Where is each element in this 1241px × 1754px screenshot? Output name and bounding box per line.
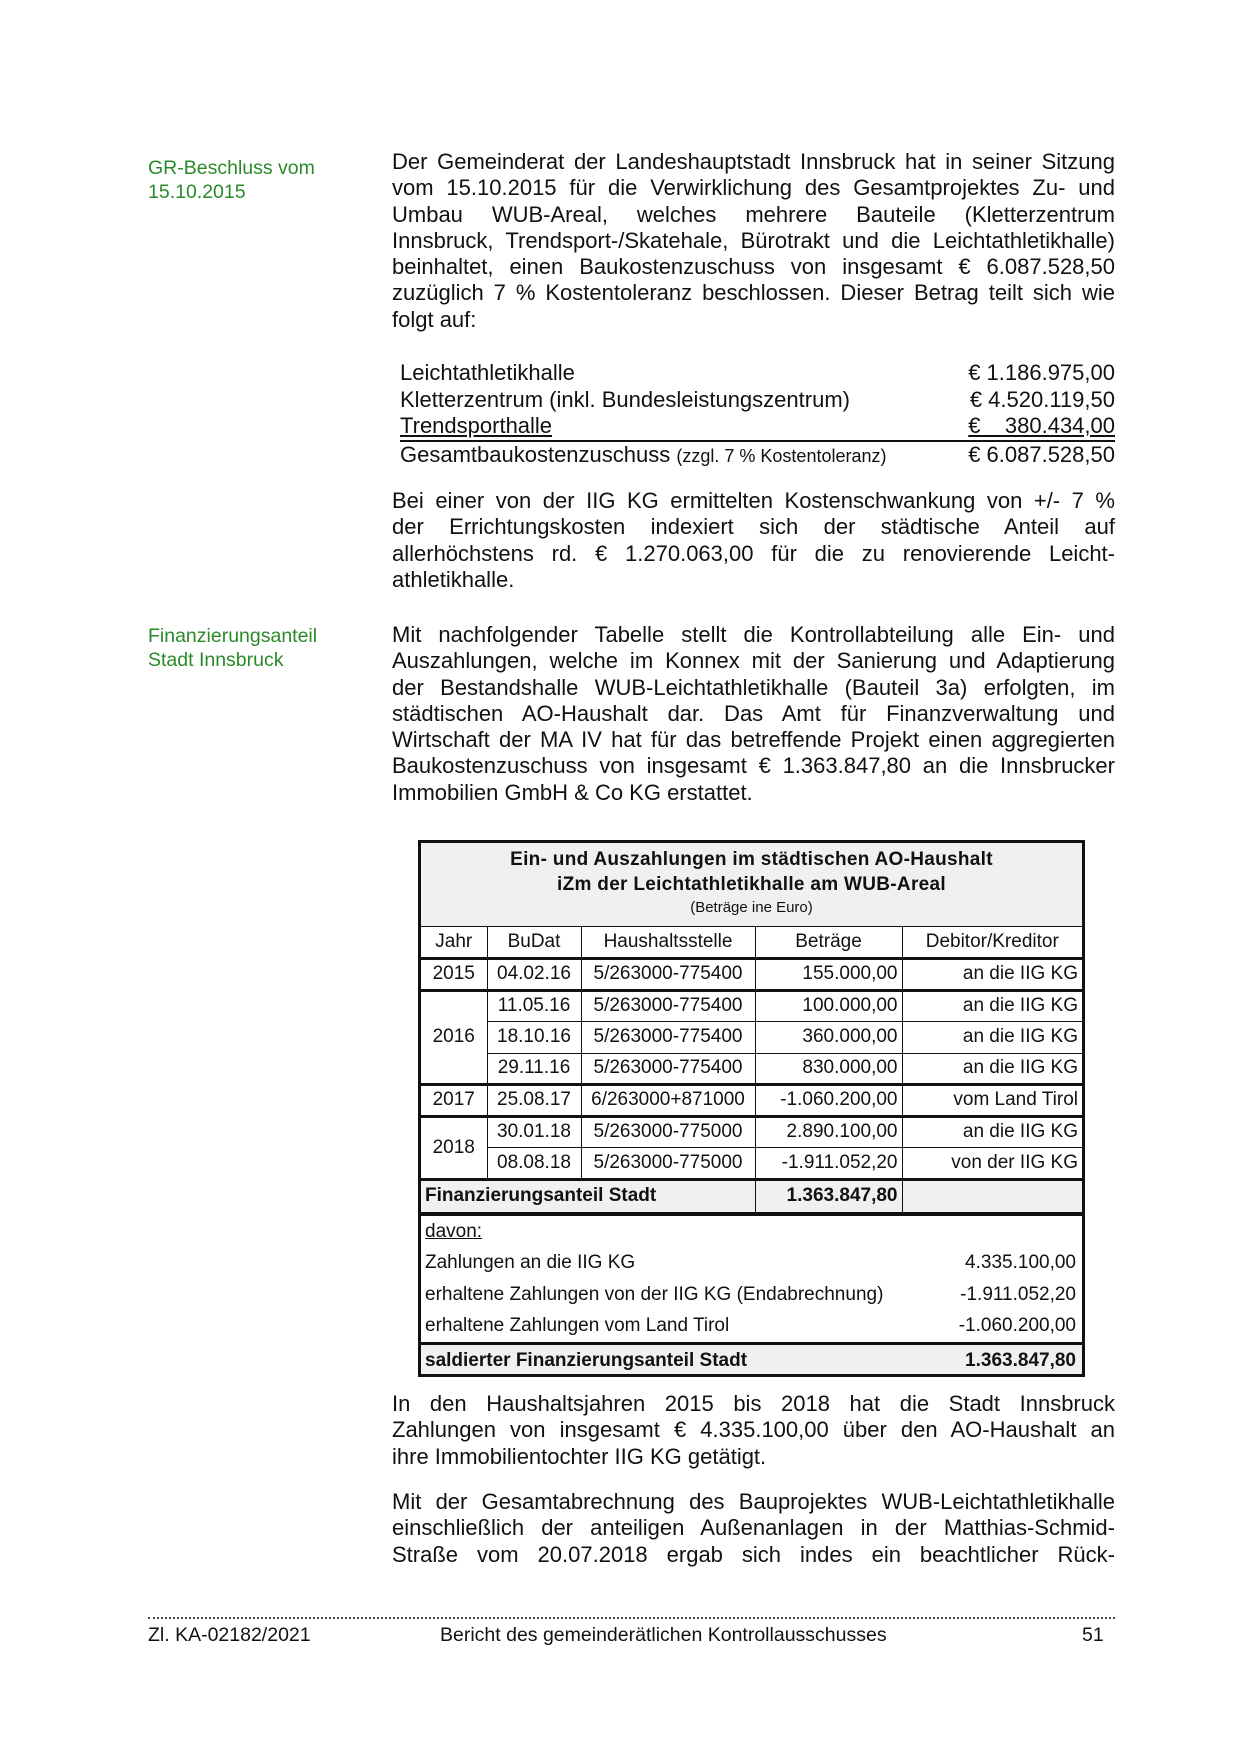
- text-line: der Bestandshalle WUB-Leichtathletikhalle (Bauteil 3a) erfolgten, im: [392, 674, 1115, 700]
- cell-debitor: von der IIG KG: [902, 1148, 1082, 1180]
- margin-note-finanzierungsanteil: [148, 624, 317, 672]
- cell-haushaltsstelle: 5/263000-775400: [581, 959, 755, 991]
- paragraph-gesamtabrechnung: [392, 1489, 1115, 1568]
- total-row: [421, 1342, 1082, 1374]
- text-line: Umbau WUB-Areal, welches mehrere Bauteile (Kletterzentrum: [392, 201, 1115, 227]
- table-title: Ein- und Auszahlungen im städtischen AO-Haushalt: [510, 849, 993, 870]
- breakdown-label: erhaltene Zahlungen von der IIG KG (Endabrechnung): [425, 1283, 884, 1305]
- total-value: 1.363.847,80: [965, 1349, 1076, 1371]
- table-header-row: [421, 927, 1082, 959]
- text-line: ihre Immobilientochter IIG KG getätigt.: [392, 1443, 767, 1469]
- davon-row: [421, 1216, 1082, 1248]
- text-line: der Errichtungskosten indexiert sich der städtische Anteil auf: [392, 514, 1115, 540]
- cell-betrag: 2.890.100,00: [755, 1116, 902, 1148]
- cell-haushaltsstelle: 5/263000-775400: [581, 1053, 755, 1085]
- column-header-betraege: Beträge: [755, 927, 902, 959]
- cost-amount: € 380.434,00: [968, 413, 1115, 438]
- text-line: beinhaltet, einen Baukostenzuschuss von insgesamt € 6.087.528,50: [392, 254, 1115, 280]
- cost-label: Gesamtbaukostenzuschuss: [400, 441, 671, 467]
- text-line: allerhöchstens rd. € 1.270.063,00 für die zu renovierende Leicht-: [392, 540, 1115, 566]
- text-line: einschließlich der anteiligen Außenanlagen in der Matthias-Schmid-: [392, 1515, 1115, 1541]
- text-line: Baukostenzuschuss von insgesamt € 1.363.847,80 an die Innsbrucker: [392, 753, 1115, 779]
- payments-grid: [421, 927, 1082, 1213]
- cell-budat: 18.10.16: [487, 1022, 581, 1054]
- paragraph-kostenschwankung: [392, 488, 1115, 593]
- cost-breakdown-list: [400, 360, 1115, 466]
- column-header-jahr: Jahr: [421, 927, 487, 959]
- text-line: Bei einer von der IIG KG ermittelten Kostenschwankung von +/- 7 %: [392, 488, 1115, 513]
- column-header-budat: BuDat: [487, 927, 581, 959]
- cost-label-note: (zzgl. 7 % Kostentoleranz): [676, 445, 887, 466]
- text-line: Auszahlungen, welche im Konnex mit der Sanierung und Adaptierung: [392, 648, 1115, 674]
- cell-budat: 29.11.16: [487, 1053, 581, 1085]
- cell-betrag: 360.000,00: [755, 1022, 902, 1054]
- table-row: [421, 1148, 1082, 1180]
- text-line: athletikhalle.: [392, 566, 515, 592]
- cost-row: [400, 360, 1115, 387]
- column-header-haushaltsstelle: Haushaltsstelle: [581, 927, 755, 959]
- davon-label: davon:: [425, 1220, 483, 1242]
- page-number: 51: [1082, 1624, 1104, 1646]
- table-row: [421, 1053, 1082, 1085]
- paragraph-haushaltsjahre: [392, 1391, 1115, 1470]
- cell-budat: 30.01.18: [487, 1116, 581, 1148]
- payments-table: [418, 840, 1085, 1377]
- cell-betrag: 830.000,00: [755, 1053, 902, 1085]
- cell-jahr: 2018: [421, 1116, 487, 1179]
- table-title-block: [421, 843, 1082, 927]
- text-line: Mit nachfolgender Tabelle stellt die Kontrollabteilung alle Ein- und: [392, 622, 1115, 647]
- cell-jahr: 2016: [421, 990, 487, 1085]
- text-line: Immobilien GmbH & Co KG erstattet.: [392, 779, 753, 805]
- total-label: saldierter Finanzierungsanteil Stadt: [425, 1349, 748, 1371]
- table-title-line2: iZm der Leichtathletikhalle am WUB-Areal: [557, 874, 946, 895]
- cell-debitor: an die IIG KG: [902, 1022, 1082, 1054]
- margin-note-line: GR-Beschluss vom: [148, 157, 315, 179]
- cell-haushaltsstelle: 5/263000-775400: [581, 1022, 755, 1054]
- cost-amount: € 4.520.119,50: [969, 386, 1115, 412]
- breakdown-section: [421, 1213, 1082, 1374]
- footer-reference: Zl. KA-02182/2021: [148, 1624, 311, 1646]
- cell-debitor: an die IIG KG: [902, 959, 1082, 991]
- text-line: Innsbruck, Trendsport-/Skatehale, Bürotrakt und die Leichtathletikhalle): [392, 227, 1115, 253]
- text-line: vom 15.10.2015 für die Verwirklichung des Gesamtprojektes Zu- und: [392, 175, 1115, 201]
- cell-budat: 08.08.18: [487, 1148, 581, 1180]
- column-header-debitor: Debitor/Kreditor: [902, 927, 1082, 959]
- footer-title: Bericht des gemeinderätlichen Kontrollausschusses: [440, 1624, 887, 1646]
- cost-amount: € 1.186.975,00: [968, 360, 1115, 385]
- table-row: [421, 959, 1082, 991]
- breakdown-label: erhaltene Zahlungen vom Land Tirol: [425, 1315, 730, 1336]
- sum-value: 1.363.847,80: [755, 1179, 902, 1212]
- cost-label: Kletterzentrum (inkl. Bundesleistungszentrum): [400, 386, 850, 412]
- cell-budat: 04.02.16: [487, 959, 581, 991]
- cell-jahr: 2015: [421, 959, 487, 991]
- paragraph-gr-beschluss: [392, 149, 1115, 333]
- sum-empty-cell: [902, 1179, 1082, 1212]
- text-line: Mit der Gesamtabrechnung des Bauprojektes WUB-Leichtathletikhalle: [392, 1489, 1115, 1514]
- breakdown-row: [421, 1310, 1082, 1342]
- table-row: [421, 1022, 1082, 1054]
- cell-budat: 11.05.16: [487, 990, 581, 1022]
- text-line: Straße vom 20.07.2018 ergab sich indes ein beachtlicher Rück-: [392, 1541, 1115, 1567]
- cell-debitor: an die IIG KG: [902, 1116, 1082, 1148]
- text-line: Zahlungen von insgesamt € 4.335.100,00 über den AO-Haushalt an: [392, 1417, 1115, 1443]
- cell-betrag: 155.000,00: [755, 959, 902, 991]
- text-line: In den Haushaltsjahren 2015 bis 2018 hat die Stadt Innsbruck: [392, 1391, 1115, 1416]
- cell-haushaltsstelle: 5/263000-775000: [581, 1116, 755, 1148]
- sum-row: [421, 1179, 1082, 1212]
- cell-betrag: -1.060.200,00: [755, 1085, 902, 1117]
- cost-amount: € 6.087.528,50: [968, 441, 1115, 467]
- cost-label: Leichtathletikhalle: [400, 360, 575, 385]
- cell-haushaltsstelle: 5/263000-775000: [581, 1148, 755, 1180]
- footer-divider: [148, 1617, 1115, 1619]
- text-line: Wirtschaft der MA IV hat für das betreffende Projekt einen aggregierten: [392, 727, 1115, 753]
- cell-haushaltsstelle: 5/263000-775400: [581, 990, 755, 1022]
- margin-note-line: 15.10.2015: [148, 181, 246, 203]
- breakdown-row: [421, 1247, 1082, 1279]
- breakdown-value: -1.911.052,20: [960, 1283, 1076, 1305]
- cell-jahr: 2017: [421, 1085, 487, 1117]
- table-row: [421, 1116, 1082, 1148]
- text-line: folgt auf:: [392, 306, 477, 332]
- cost-total-label: [400, 442, 886, 467]
- text-line: städtischen AO-Haushalt dar. Das Amt für Finanzverwaltung und: [392, 700, 1115, 726]
- table-subtitle: (Beträge ine Euro): [690, 899, 813, 916]
- cell-debitor: vom Land Tirol: [902, 1085, 1082, 1117]
- cell-debitor: an die IIG KG: [902, 990, 1082, 1022]
- cost-label: Trendsporthalle: [400, 413, 553, 438]
- cost-row: [400, 413, 1115, 440]
- breakdown-value: -1.060.200,00: [958, 1315, 1076, 1336]
- breakdown-label: Zahlungen an die IIG KG: [425, 1252, 636, 1273]
- cell-haushaltsstelle: 6/263000+871000: [581, 1085, 755, 1117]
- margin-note-gr-beschluss: [148, 156, 315, 204]
- cell-betrag: -1.911.052,20: [755, 1148, 902, 1180]
- margin-note-line: Stadt Innsbruck: [148, 649, 284, 671]
- table-row: [421, 990, 1082, 1022]
- breakdown-row: [421, 1279, 1082, 1311]
- sum-label: Finanzierungsanteil Stadt: [421, 1179, 755, 1212]
- table-row: [421, 1085, 1082, 1117]
- breakdown-value: 4.335.100,00: [965, 1252, 1076, 1273]
- cell-budat: 25.08.17: [487, 1085, 581, 1117]
- paragraph-finanzierungsanteil: [392, 622, 1115, 806]
- cost-row: [400, 387, 1115, 414]
- cell-betrag: 100.000,00: [755, 990, 902, 1022]
- cost-total-row: [400, 440, 1115, 467]
- cell-debitor: an die IIG KG: [902, 1053, 1082, 1085]
- margin-note-line: Finanzierungsanteil: [148, 625, 318, 647]
- text-line: Der Gemeinderat der Landeshauptstadt Innsbruck hat in seiner Sitzung: [392, 149, 1115, 174]
- text-line: zuzüglich 7 % Kostentoleranz beschlossen. Dieser Betrag teilt sich wie: [392, 280, 1115, 306]
